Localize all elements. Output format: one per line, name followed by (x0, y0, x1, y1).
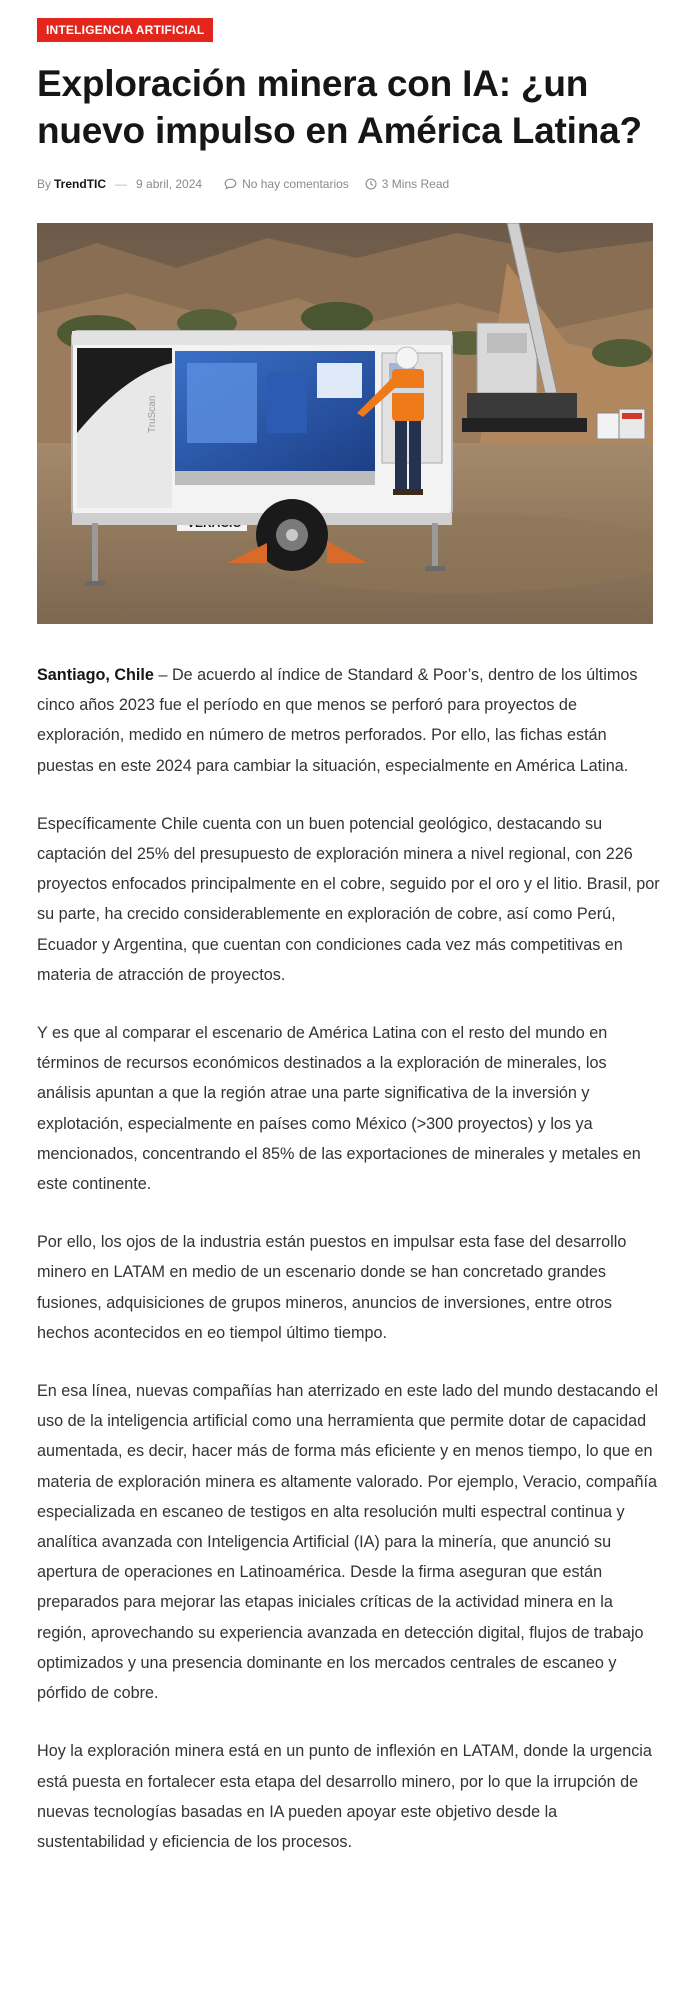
paragraph-5: En esa línea, nuevas compañías han aterrizado en este lado del mundo destacando el uso de la inteligencia artificial como una herramienta que permite dotar de capacidad aumentada, es decir, hacer más de forma más eficiente y en menos tiempo, lo que en materia de exploración minera es altamente valorado. Por ejemplo, Veracio, compañía especializada en escaneo de testigos en alta resolución multi espectral continua y analítica avanzada con Inteligencia Artificial (IA) para la minería, que anunció su apertura de operaciones en Latinoamérica. Desde la firma aseguran que están preparados para mejorar las etapas iniciales críticas de la actividad minera en la región, aprovechando su experiencia avanzada en detección digital, flujos de trabajo optimizados y una presencia dominante en los mercados centrales de escaneo y pórfido de cobre. (37, 1382, 658, 1703)
publish-date: 9 abril, 2024 (136, 177, 203, 191)
hero-side-text: TruScan (147, 395, 158, 433)
read-time-label: 3 Mins Read (381, 177, 450, 191)
paragraph-1 (37, 660, 660, 781)
paragraph-4: Por ello, los ojos de la industria están puestos en impulsar esta fase del desarrollo minero en LATAM en medio de un escenario donde se han concretado grandes fusiones, adquisiciones de grupos mineros, anuncios de inversiones, entre otros hechos acontecidos en eo tiempol último tiempo. (37, 1233, 627, 1342)
paragraph-2: Específicamente Chile cuenta con un buen potencial geológico, destacando su captación del 25% del presupuesto de exploración minera a nivel regional, con 226 proyectos enfocados principalmente en el cobre, seguido por el oro y el litio. Brasil, por su parte, ha crecido considerablemente en exploración de cobre, así como Perú, Ecuador y Argentina, que cuentan con condiciones cada vez más competitivas en materia de atracción de proyectos. (37, 814, 660, 984)
hero-image (37, 223, 653, 624)
mining-scanner-illustration (37, 223, 653, 624)
paragraph-text: – De acuerdo al índice de Standard & Poor’s, dentro de los últimos cinco años 2023 fue el período en que menos se perforó para proyectos de exploración, medido en número de metros perforados. Por ello, las fichas están puestas en este 2024 para cambiar la situación, especialmente en América Latina. (37, 666, 638, 775)
article-title: Exploración minera con IA: ¿un nuevo impulso en América Latina? (37, 63, 642, 151)
comment-bubble-icon (224, 178, 237, 190)
meta-separator: — (115, 177, 128, 191)
dateline: Santiago, Chile (37, 666, 154, 684)
clock-icon (365, 178, 377, 190)
by-label: By (37, 177, 52, 191)
author-link[interactable]: TrendTIC (54, 177, 107, 191)
read-time (365, 177, 449, 191)
article-body (37, 660, 660, 1885)
paragraph-6: Hoy la exploración minera está en un punto de inflexión en LATAM, donde la urgencia está puesta en fortalecer esta etapa del desarrollo minero, por lo que la irrupción de nuevas tecnologías basadas en IA pueden apoyar este objetivo desde la sustentabilidad y eficiencia de los procesos. (37, 1742, 652, 1851)
paragraph-3: Y es que al comparar el escenario de América Latina con el resto del mundo en términos de recursos económicos destinados a la exploración de minerales, los análisis apuntan a que la región atrae una parte significativa de la inversión y explotación, especialmente en países como México (>300 proyectos) y los ya mencionados, concentrando el 85% de las exportaciones de minerales y metales en este continente. (37, 1024, 641, 1194)
comments-count-label: No hay comentarios (242, 177, 349, 191)
article-meta (37, 174, 449, 194)
comments-link[interactable] (224, 177, 349, 191)
category-badge[interactable]: INTELIGENCIA ARTIFICIAL (37, 18, 213, 42)
